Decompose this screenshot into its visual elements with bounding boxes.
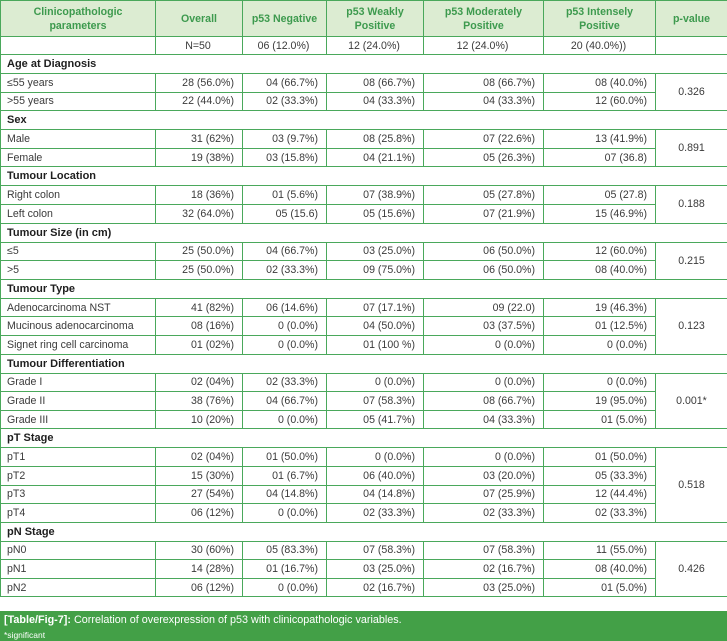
table-row — [1, 130, 727, 149]
table-cell: 10 (20%) — [156, 410, 243, 429]
table-cell: 01 (12.5%) — [544, 317, 656, 336]
table-cell: 03 (9.7%) — [243, 130, 327, 149]
table-cell: 28 (56.0%) — [156, 74, 243, 93]
table-row — [1, 317, 727, 336]
table-cell: 12 (60.0%) — [544, 242, 656, 261]
table-cell: 05 (33.3%) — [544, 466, 656, 485]
section-title: Tumour Size (in cm) — [1, 223, 727, 242]
header-p53-intensely-positive: p53 Intensely Positive — [544, 1, 656, 37]
caption-description: Correlation of overexpression of p53 with clinicopathologic variables. — [70, 614, 402, 626]
table-cell: 03 (25.0%) — [327, 560, 424, 579]
table-cell: 03 (25.0%) — [327, 242, 424, 261]
row-label: ≤55 years — [1, 74, 156, 93]
row-label: pN2 — [1, 578, 156, 597]
table-row — [1, 242, 727, 261]
table-cell: 04 (33.3%) — [424, 410, 544, 429]
table-cell: 15 (30%) — [156, 466, 243, 485]
section-header-row — [1, 55, 727, 74]
table-cell: 01 (50.0%) — [243, 448, 327, 467]
table-cell: 32 (64.0%) — [156, 204, 243, 223]
table-cell: 07 (21.9%) — [424, 204, 544, 223]
table-cell: 06 (14.6%) — [243, 298, 327, 317]
table-cell: 02 (16.7%) — [327, 578, 424, 597]
header-row — [1, 1, 727, 37]
row-label: Right colon — [1, 186, 156, 205]
table-row — [1, 298, 727, 317]
table-cell: 11 (55.0%) — [544, 541, 656, 560]
row-label: Mucinous adenocarcinoma — [1, 317, 156, 336]
table-cell: 0 (0.0%) — [243, 504, 327, 523]
section-title: Tumour Type — [1, 279, 727, 298]
table-cell: 04 (14.8%) — [327, 485, 424, 504]
table-cell: 07 (38.9%) — [327, 186, 424, 205]
table-cell: 07 (58.3%) — [327, 541, 424, 560]
header-parameters: Clinicopathologic parameters — [1, 1, 156, 37]
table-cell: 04 (33.3%) — [424, 92, 544, 111]
section-header-row — [1, 354, 727, 373]
table-cell: 01 (02%) — [156, 335, 243, 354]
table-cell: 41 (82%) — [156, 298, 243, 317]
header-p53-moderately-positive: p53 Moderately Positive — [424, 1, 544, 37]
table-row — [1, 148, 727, 167]
row-label: pN1 — [1, 560, 156, 579]
table-cell: 02 (16.7%) — [424, 560, 544, 579]
n-row-intensely: 20 (40.0%)) — [544, 37, 656, 55]
row-label: pT3 — [1, 485, 156, 504]
table-cell: 02 (33.3%) — [243, 373, 327, 392]
n-row-pvalue — [656, 37, 727, 55]
section-title: Sex — [1, 111, 727, 130]
table-cell: 04 (66.7%) — [243, 392, 327, 411]
p-value-cell: 0.518 — [656, 448, 727, 522]
table-cell: 02 (33.3%) — [544, 504, 656, 523]
header-overall: Overall — [156, 1, 243, 37]
table-cell: 12 (44.4%) — [544, 485, 656, 504]
table-cell: 04 (33.3%) — [327, 92, 424, 111]
row-label: Grade I — [1, 373, 156, 392]
row-label: ≤5 — [1, 242, 156, 261]
p-value-cell: 0.001* — [656, 373, 727, 429]
table-cell: 03 (37.5%) — [424, 317, 544, 336]
table-cell: 05 (26.3%) — [424, 148, 544, 167]
table-cell: 01 (6.7%) — [243, 466, 327, 485]
table-cell: 04 (66.7%) — [243, 242, 327, 261]
table-cell: 30 (60%) — [156, 541, 243, 560]
row-label: pT4 — [1, 504, 156, 523]
table-row — [1, 335, 727, 354]
table-cell: 18 (36%) — [156, 186, 243, 205]
section-title: Tumour Location — [1, 167, 727, 186]
table-cell: 19 (95.0%) — [544, 392, 656, 411]
table-cell: 0 (0.0%) — [544, 335, 656, 354]
table-cell: 31 (62%) — [156, 130, 243, 149]
row-label: Adenocarcinoma NST — [1, 298, 156, 317]
table-cell: 22 (44.0%) — [156, 92, 243, 111]
table-cell: 01 (16.7%) — [243, 560, 327, 579]
table-row — [1, 74, 727, 93]
table-cell: 09 (75.0%) — [327, 261, 424, 280]
table-cell: 0 (0.0%) — [243, 317, 327, 336]
table-cell: 06 (50.0%) — [424, 261, 544, 280]
header-p53-negative: p53 Negative — [243, 1, 327, 37]
row-label: pT2 — [1, 466, 156, 485]
table-cell: 07 (58.3%) — [424, 541, 544, 560]
table-cell: 25 (50.0%) — [156, 242, 243, 261]
table-cell: 02 (33.3%) — [243, 92, 327, 111]
table-cell: 04 (14.8%) — [243, 485, 327, 504]
table-cell: 19 (38%) — [156, 148, 243, 167]
table-cell: 0 (0.0%) — [243, 578, 327, 597]
row-label: pN0 — [1, 541, 156, 560]
row-label: Signet ring cell carcinoma — [1, 335, 156, 354]
header-p53-weakly-positive: p53 Weakly Positive — [327, 1, 424, 37]
table-row — [1, 541, 727, 560]
table-row — [1, 392, 727, 411]
section-title: pN Stage — [1, 522, 727, 541]
table-cell: 04 (66.7%) — [243, 74, 327, 93]
table-row — [1, 92, 727, 111]
table-cell: 02 (33.3%) — [243, 261, 327, 280]
p-value-cell: 0.891 — [656, 130, 727, 167]
table-cell: 01 (50.0%) — [544, 448, 656, 467]
section-header-row — [1, 279, 727, 298]
n-row — [1, 37, 727, 55]
section-header-row — [1, 522, 727, 541]
table-cell: 05 (15.6) — [243, 204, 327, 223]
table-cell: 19 (46.3%) — [544, 298, 656, 317]
table-cell: 05 (83.3%) — [243, 541, 327, 560]
table-cell: 13 (41.9%) — [544, 130, 656, 149]
table-cell: 05 (15.6%) — [327, 204, 424, 223]
p-value-cell: 0.426 — [656, 541, 727, 597]
table-cell: 04 (21.1%) — [327, 148, 424, 167]
row-label: Grade III — [1, 410, 156, 429]
table-cell: 07 (25.9%) — [424, 485, 544, 504]
row-label: Female — [1, 148, 156, 167]
table-row — [1, 466, 727, 485]
table-cell: 0 (0.0%) — [424, 373, 544, 392]
table-row — [1, 578, 727, 597]
table-cell: 38 (76%) — [156, 392, 243, 411]
p-value-cell: 0.123 — [656, 298, 727, 354]
table-cell: 03 (15.8%) — [243, 148, 327, 167]
table-cell: 07 (22.6%) — [424, 130, 544, 149]
n-row-overall: N=50 — [156, 37, 243, 55]
section-header-row — [1, 223, 727, 242]
section-header-row — [1, 167, 727, 186]
table-cell: 0 (0.0%) — [424, 448, 544, 467]
section-header-row — [1, 111, 727, 130]
row-label: >55 years — [1, 92, 156, 111]
p-value-cell: 0.326 — [656, 74, 727, 111]
table-row — [1, 485, 727, 504]
header-p-value: p-value — [656, 1, 727, 37]
n-row-label — [1, 37, 156, 55]
row-label: Left colon — [1, 204, 156, 223]
table-cell: 01 (5.0%) — [544, 410, 656, 429]
row-label: >5 — [1, 261, 156, 280]
caption-label: [Table/Fig-7]: — [4, 614, 71, 626]
table-cell: 02 (33.3%) — [424, 504, 544, 523]
table-cell: 08 (66.7%) — [424, 74, 544, 93]
p-value-cell: 0.215 — [656, 242, 727, 279]
caption-text — [4, 614, 402, 626]
n-row-moderately: 12 (24.0%) — [424, 37, 544, 55]
table-cell: 01 (5.6%) — [243, 186, 327, 205]
table-cell: 0 (0.0%) — [243, 410, 327, 429]
table-row — [1, 448, 727, 467]
table-cell: 07 (58.3%) — [327, 392, 424, 411]
table-cell: 12 (60.0%) — [544, 92, 656, 111]
table-row — [1, 204, 727, 223]
table-cell: 02 (33.3%) — [327, 504, 424, 523]
table-cell: 03 (20.0%) — [424, 466, 544, 485]
table-cell: 06 (12%) — [156, 578, 243, 597]
table-cell: 07 (36.8) — [544, 148, 656, 167]
table-cell: 0 (0.0%) — [327, 448, 424, 467]
table-cell: 08 (66.7%) — [424, 392, 544, 411]
table-cell: 09 (22.0) — [424, 298, 544, 317]
table-cell: 25 (50.0%) — [156, 261, 243, 280]
table-cell: 02 (04%) — [156, 373, 243, 392]
p-value-cell: 0.188 — [656, 186, 727, 223]
table-cell: 05 (41.7%) — [327, 410, 424, 429]
table-cell: 27 (54%) — [156, 485, 243, 504]
table-row — [1, 373, 727, 392]
table-cell: 02 (04%) — [156, 448, 243, 467]
table-cell: 08 (40.0%) — [544, 261, 656, 280]
table-row — [1, 261, 727, 280]
table-cell: 08 (16%) — [156, 317, 243, 336]
table-cell: 0 (0.0%) — [424, 335, 544, 354]
table-row — [1, 186, 727, 205]
section-title: Tumour Differentiation — [1, 354, 727, 373]
table-cell: 08 (40.0%) — [544, 74, 656, 93]
table-cell: 07 (17.1%) — [327, 298, 424, 317]
n-row-weakly: 12 (24.0%) — [327, 37, 424, 55]
table-cell: 0 (0.0%) — [544, 373, 656, 392]
table-cell: 14 (28%) — [156, 560, 243, 579]
section-title: Age at Diagnosis — [1, 55, 727, 74]
row-label: pT1 — [1, 448, 156, 467]
table-cell: 05 (27.8) — [544, 186, 656, 205]
table-cell: 01 (5.0%) — [544, 578, 656, 597]
section-title: pT Stage — [1, 429, 727, 448]
n-row-negative: 06 (12.0%) — [243, 37, 327, 55]
table-cell: 03 (25.0%) — [424, 578, 544, 597]
table-cell: 15 (46.9%) — [544, 204, 656, 223]
section-header-row — [1, 429, 727, 448]
row-label: Male — [1, 130, 156, 149]
table-cell: 08 (40.0%) — [544, 560, 656, 579]
table-row — [1, 410, 727, 429]
row-label: Grade II — [1, 392, 156, 411]
table-body — [1, 37, 727, 597]
table-cell: 05 (27.8%) — [424, 186, 544, 205]
table-cell: 01 (100 %) — [327, 335, 424, 354]
table-cell: 08 (25.8%) — [327, 130, 424, 149]
table-cell: 0 (0.0%) — [327, 373, 424, 392]
table-cell: 06 (40.0%) — [327, 466, 424, 485]
table-cell: 0 (0.0%) — [243, 335, 327, 354]
table-cell: 08 (66.7%) — [327, 74, 424, 93]
figure-caption — [0, 611, 727, 641]
table-row — [1, 560, 727, 579]
table-cell: 06 (12%) — [156, 504, 243, 523]
table-cell: 04 (50.0%) — [327, 317, 424, 336]
table-cell: 06 (50.0%) — [424, 242, 544, 261]
caption-footnote: *significant — [4, 630, 46, 640]
table-row — [1, 504, 727, 523]
